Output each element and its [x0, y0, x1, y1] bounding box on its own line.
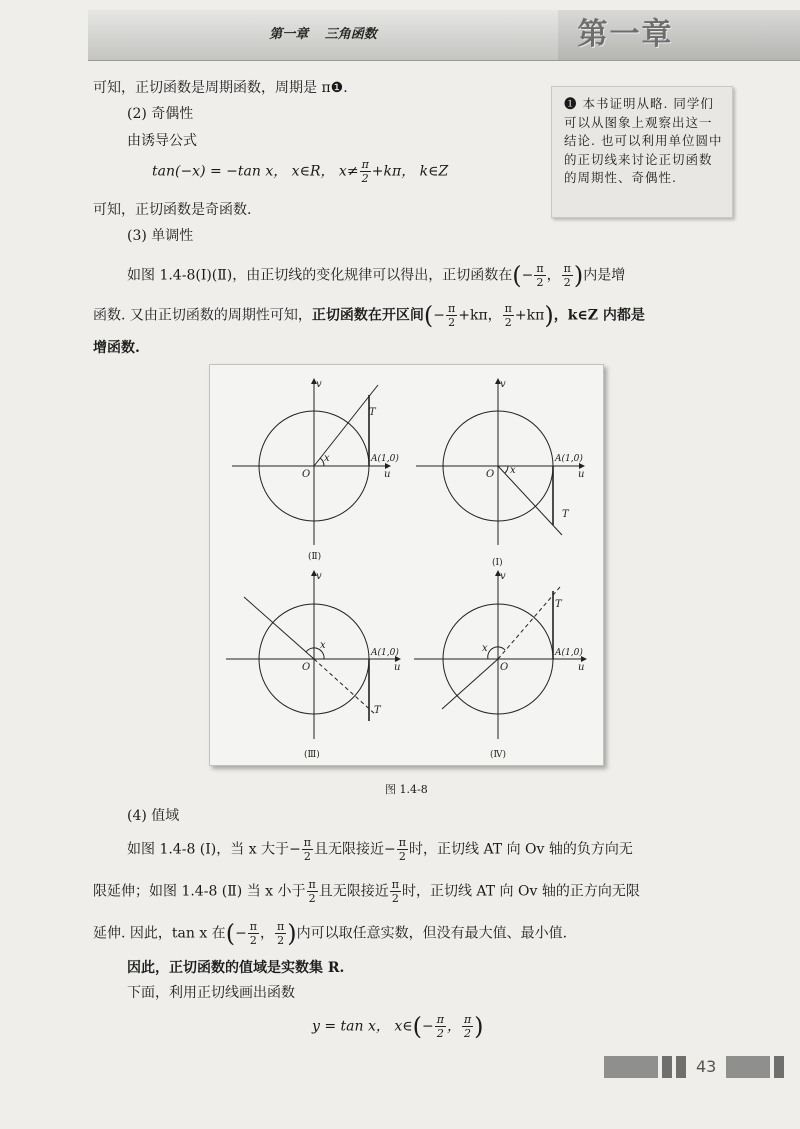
origin-label: O — [302, 662, 311, 673]
chapter-label: 第一章 — [269, 27, 309, 42]
fraction — [248, 920, 259, 947]
separator: ， — [546, 267, 561, 284]
footer-bar — [726, 1056, 770, 1078]
text-line: 下面，利用正切线画出函数 — [127, 985, 295, 1001]
fraction — [307, 878, 318, 905]
fraction — [275, 920, 286, 947]
fraction-denominator: 2 — [464, 1027, 472, 1040]
footer-bar — [604, 1056, 658, 1078]
text-segment: 且无限接近 — [318, 883, 389, 900]
paren-close: ) — [573, 261, 584, 290]
running-title — [88, 10, 558, 60]
odd-formula — [152, 158, 448, 185]
section-heading-monotonicity: (3) 单调性 — [127, 228, 194, 244]
footer-bar — [662, 1056, 672, 1078]
angle-label: x — [320, 640, 326, 651]
figure-caption: 图 1.4-8 — [385, 783, 428, 796]
separator: ， — [446, 1018, 461, 1035]
v-label: v — [500, 571, 506, 582]
minus-sign: − — [289, 841, 301, 858]
paren-close: ) — [474, 1012, 484, 1041]
v-label: v — [316, 571, 322, 582]
extended-ray — [498, 587, 560, 659]
fraction-denominator: 2 — [361, 172, 369, 185]
v-label: v — [316, 379, 322, 390]
section-heading-parity: (2) 奇偶性 — [127, 106, 194, 122]
final-formula — [312, 1013, 484, 1040]
fraction-denominator: 2 — [436, 1027, 444, 1040]
u-label: u — [578, 662, 585, 673]
paren-open: ( — [512, 261, 522, 290]
point-t-label: T — [369, 407, 376, 418]
text-line: 可知，正切函数是奇函数. — [93, 202, 252, 218]
origin-label: O — [302, 469, 311, 480]
fraction-numerator: π — [504, 302, 512, 315]
fraction — [446, 302, 457, 329]
panel-label-III: (Ⅲ) — [304, 750, 320, 760]
extended-ray — [314, 659, 376, 715]
text-line: 由诱导公式 — [127, 133, 197, 149]
fraction-denominator: 2 — [504, 316, 512, 329]
fraction — [397, 836, 408, 863]
u-label: u — [384, 469, 391, 480]
text-segment: 时，正切线 AT 向 Ov 轴的负方向无 — [409, 841, 633, 858]
paren-close: ) — [287, 919, 297, 948]
text-segment: 延伸. 因此，tan x 在 — [93, 925, 226, 942]
point-t-label: T — [374, 705, 381, 716]
fraction-denominator: 2 — [249, 934, 257, 947]
fraction-denominator: 2 — [563, 276, 571, 289]
v-label: v — [500, 379, 506, 390]
fraction-numerator: π — [448, 302, 456, 315]
fraction-numerator: π — [398, 836, 406, 849]
figure-1-4-8 — [209, 364, 604, 766]
minus-sign: − — [521, 267, 534, 284]
text-segment: 如图 1.4-8(Ⅰ)(Ⅱ)，由正切线的变化规律可以得出，正切函数在 — [127, 267, 513, 284]
fraction — [562, 262, 573, 289]
text-line: 可知，正切函数是周期函数，周期是 π❶. — [93, 80, 348, 96]
separator: ， — [260, 925, 275, 942]
point-t-label: T — [562, 509, 569, 520]
text-segment: 函数. 又由正切函数的周期性可知， — [93, 307, 312, 324]
section-heading-range: (4) 值域 — [127, 808, 180, 824]
panel-label-II: (Ⅱ) — [308, 552, 322, 562]
chapter-tab: 第一章 — [577, 17, 674, 52]
fraction-denominator: 2 — [277, 934, 285, 947]
text-line-range-1 — [127, 836, 633, 863]
text-line-range-3 — [93, 920, 567, 947]
u-label: u — [394, 662, 401, 673]
paren-open: ( — [225, 919, 236, 948]
text-segment: 如图 1.4-8 (Ⅰ)，当 x 大于 — [127, 841, 290, 858]
origin-label: O — [500, 662, 509, 673]
fraction — [302, 836, 313, 863]
point-a-label: A(1,0) — [555, 454, 583, 464]
text-segment: 且无限接近 — [314, 841, 385, 858]
text-segment: 时，正切线 AT 向 Ov 轴的正方向无限 — [401, 883, 640, 900]
text-line: 增函数. — [93, 340, 140, 356]
kpi-term: +kπ — [458, 307, 488, 324]
fraction-denominator: 2 — [448, 316, 456, 329]
text-line-monotonic — [127, 262, 625, 289]
fraction-denominator: 2 — [398, 850, 406, 863]
fraction — [503, 302, 514, 329]
footer-bar — [774, 1056, 784, 1078]
fraction-denominator: 2 — [536, 276, 544, 289]
fraction-numerator: π — [436, 1013, 444, 1026]
minus-sign: − — [421, 1018, 434, 1035]
text-segment: 内是增 — [583, 267, 626, 284]
bold-segment: 正切函数在开区间 — [311, 307, 424, 324]
fraction-numerator: π — [303, 836, 312, 849]
minus-sign: − — [235, 925, 247, 942]
origin-label: O — [486, 469, 495, 480]
fraction-numerator: π — [536, 262, 544, 275]
fraction — [462, 1013, 473, 1040]
odd-formula-tail: +kπ， k∈Z — [371, 163, 449, 180]
fraction-numerator: π — [308, 878, 316, 891]
panel-label-IV: (Ⅳ) — [490, 750, 507, 760]
u-label: u — [578, 469, 585, 480]
fraction-numerator: π — [277, 920, 285, 933]
fraction-numerator: π — [563, 262, 571, 275]
separator: ， — [487, 307, 502, 324]
minus-sign: − — [384, 841, 396, 858]
paren-open: ( — [423, 301, 434, 330]
angle-arc — [488, 647, 505, 659]
angle-label: x — [510, 465, 516, 476]
odd-formula-main: tan(−x) = −tan x， x∈R， x≠ — [152, 163, 359, 180]
fraction — [534, 262, 545, 289]
fraction — [435, 1013, 446, 1040]
fraction-denominator: 2 — [391, 892, 399, 905]
panel-II — [232, 379, 390, 545]
text-line-periodic-increasing — [93, 302, 645, 329]
side-note: ❶ 本书证明从略. 同学们可以从图象上观察出这一结论. 也可以利用单位圆中的正切线来讨论正切函数的周期性、奇偶性. — [551, 86, 733, 218]
text-line-range-2 — [93, 878, 640, 905]
kpi-term: +kπ — [514, 307, 545, 324]
angle-label: x — [482, 643, 488, 654]
unit-circle-diagrams — [210, 365, 603, 765]
panel-label-I: (Ⅰ) — [492, 558, 503, 568]
conclusion-line: 因此，正切函数的值域是实数集 R. — [127, 960, 345, 976]
page-number: 43 — [696, 1057, 717, 1076]
point-a-label: A(1,0) — [371, 454, 399, 464]
fraction-denominator: 2 — [308, 892, 316, 905]
angle-arc — [505, 466, 508, 473]
fraction-numerator: π — [391, 878, 399, 891]
fraction-numerator: π — [361, 158, 369, 171]
footer-bar — [676, 1056, 686, 1078]
text-segment: 限延伸；如图 1.4-8 (Ⅱ) 当 x 小于 — [93, 883, 306, 900]
angle-label: x — [324, 453, 330, 464]
point-t-label: T — [555, 599, 562, 610]
terminal-ray — [442, 659, 498, 709]
paren-close: ) — [544, 301, 554, 330]
minus-sign: − — [433, 307, 446, 324]
fraction — [390, 878, 401, 905]
chapter-header — [88, 10, 800, 61]
text-segment: 内可以取任意实数，但没有最大值、最小值. — [296, 925, 568, 942]
bold-segment: ，k∈Z 内都是 — [553, 307, 645, 324]
fraction-denominator: 2 — [303, 850, 311, 863]
chapter-name: 三角函数 — [324, 27, 377, 42]
final-formula-main: y = tan x， x∈ — [312, 1018, 413, 1035]
fraction — [360, 158, 371, 185]
terminal-ray — [244, 597, 314, 659]
paren-open: ( — [412, 1012, 422, 1041]
fraction-numerator: π — [249, 920, 258, 933]
fraction-numerator: π — [463, 1013, 472, 1026]
point-a-label: A(1,0) — [371, 648, 399, 658]
point-a-label: A(1,0) — [555, 648, 583, 658]
